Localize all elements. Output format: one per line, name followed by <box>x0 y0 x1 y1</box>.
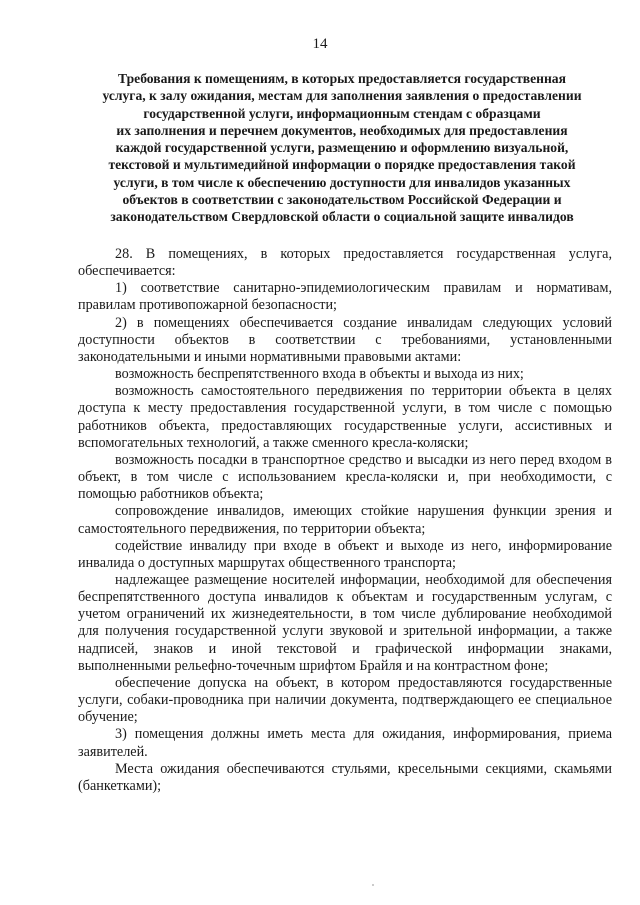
heading-line: каждой государственной услуги, размещению и оформлению визуальной, <box>115 140 569 156</box>
heading-line: их заполнения и перечнем документов, необходимых для предоставления <box>116 122 568 138</box>
heading-line: Требования к помещениям, в которых предоставляется государственная <box>118 71 566 86</box>
paragraph: возможность самостоятельного передвижения по территории объекта в целях доступа к месту предоставления государственной услуги, в том числе с помощью работников объекта, предоставляющих государственные услуги, ассистивных и вспомогательных технологий, а также сменного кресла-коляски; <box>78 383 612 451</box>
paragraph: 3) помещения должны иметь места для ожидания, информирования, приема заявителей. <box>78 726 612 760</box>
heading-line: государственной услуги, информационным стендам с образцами <box>143 105 541 121</box>
body-text <box>78 246 612 795</box>
section-heading <box>72 70 612 226</box>
paragraph: сопровождение инвалидов, имеющих стойкие нарушения функции зрения и самостоятельного передвижения, по территории объекта; <box>78 503 612 537</box>
paragraph: обеспечение допуска на объект, в котором предоставляются государственные услуги, собаки-проводника при наличии документа, подтверждающего ее специальное обучение; <box>78 674 612 726</box>
paragraph: 2) в помещениях обеспечивается создание инвалидам следующих условий доступности объектов в соответствии с требованиями, установленными законодательными и иными нормативными правовыми актами: <box>78 314 612 365</box>
paragraph: 28. В помещениях, в которых предоставляется государственная услуга, обеспечивается: <box>78 246 612 280</box>
heading-line: текстовой и мультимедийной информации о порядке предоставления такой <box>108 157 576 173</box>
paragraph: содействие инвалиду при входе в объект и выходе из него, информирование инвалида о доступных маршрутах общественного транспорта; <box>78 537 612 571</box>
heading-line: услуга, к залу ожидания, местам для заполнения заявления о предоставлении <box>102 88 582 104</box>
paragraph: возможность беспрепятственного входа в объекты и выхода из них; <box>115 366 524 383</box>
paragraph: 1) соответствие санитарно-эпидемиологическим правилам и нормативам, правилам противопожарной безопасности; <box>78 280 612 314</box>
page-number: 14 <box>312 36 328 52</box>
heading-line: услуги, в том числе к обеспечению доступности для инвалидов указанных <box>113 174 571 190</box>
paragraph: возможность посадки в транспортное средство и высадки из него перед входом в объект, в том числе с использованием кресла-коляски и, при необходимости, с помощью работников объекта; <box>78 451 612 503</box>
heading-line: законодательством Свердловской области о социальной защите инвалидов <box>110 209 574 225</box>
scan-speck <box>372 884 374 886</box>
paragraph: надлежащее размещение носителей информации, необходимой для обеспечения беспрепятственного доступа инвалидов к объектам и государственным услугам, с учетом ограничений их жизнедеятельности, в том числе дублирование необходимой для получения государственной услуги звуковой и зрительной информации, а также надписей, знаков и иной текстовой и графической информации знаками, выполненными рельефно-точечным шрифтом Брайля и на контрастном фоне; <box>78 571 612 674</box>
paragraph: Места ожидания обеспечиваются стульями, кресельными секциями, скамьями (банкетками); <box>78 760 612 794</box>
heading-line: объектов в соответствии с законодательством Российской Федерации и <box>122 192 562 208</box>
